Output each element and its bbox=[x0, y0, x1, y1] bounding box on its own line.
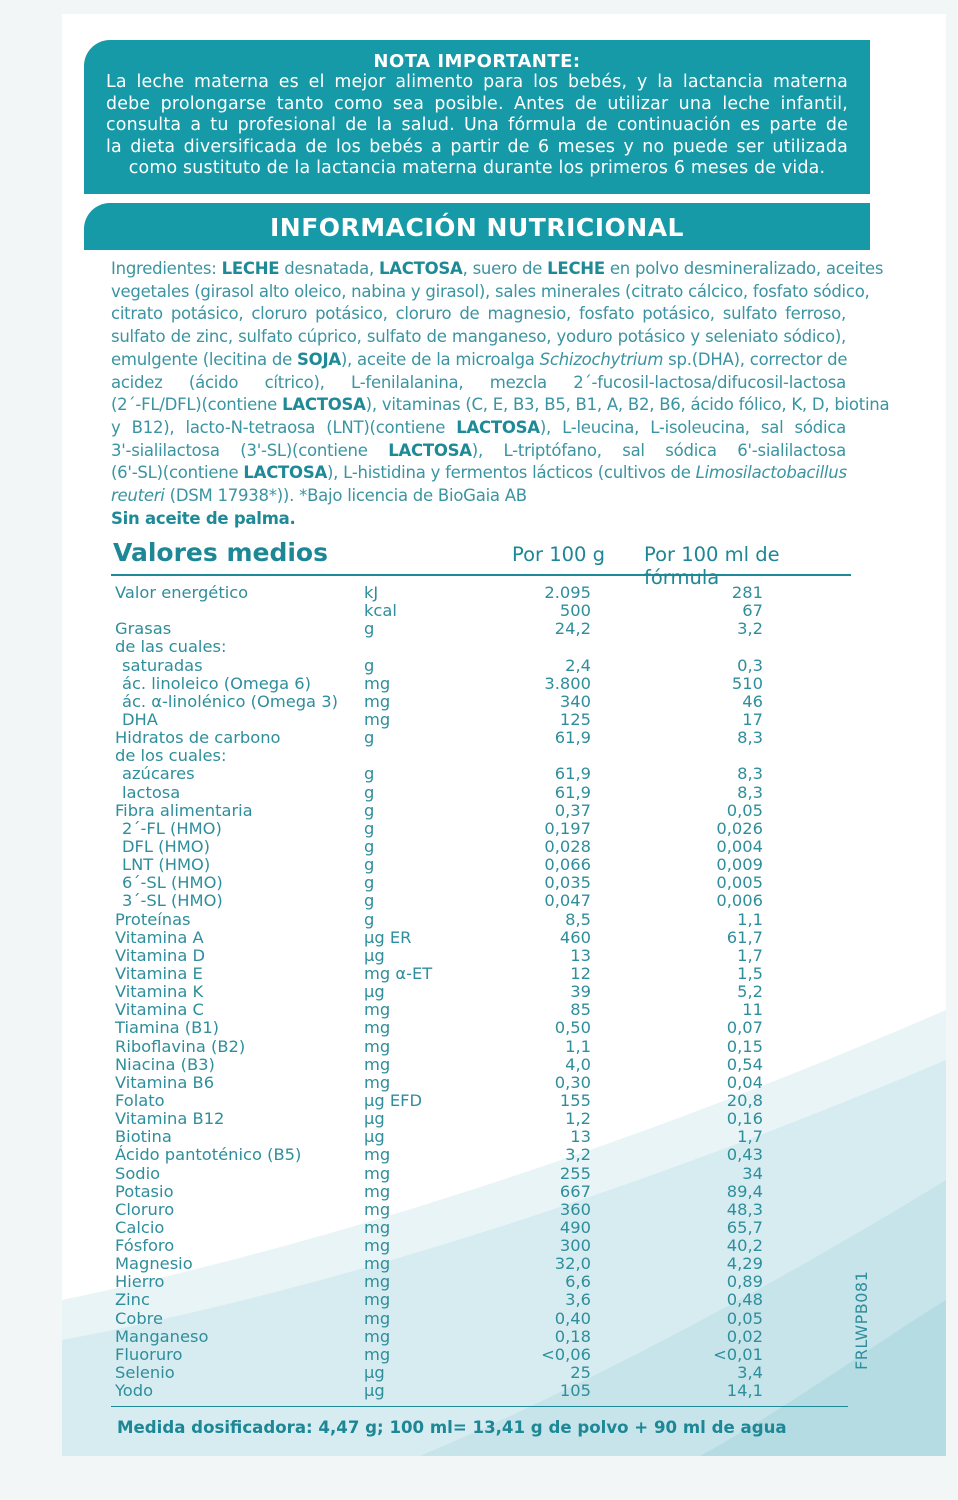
value-per-100g: 2.095 bbox=[544, 583, 591, 602]
nutrient-unit: mg bbox=[364, 1290, 391, 1310]
nutrient-name: Zinc bbox=[115, 1290, 150, 1310]
nutrient-name: Yodo bbox=[115, 1381, 154, 1401]
value-per-100ml: 1,1 bbox=[737, 909, 763, 929]
value-per-100g: 360 bbox=[559, 1199, 591, 1219]
table-row bbox=[115, 1219, 855, 1237]
table-row bbox=[115, 1382, 855, 1400]
nutrient-name: Selenio bbox=[115, 1363, 175, 1383]
value-per-100g: 8,5 bbox=[565, 909, 591, 929]
nutrient-unit: mg bbox=[364, 1308, 391, 1328]
nutrient-name: Vitamina A bbox=[115, 927, 204, 947]
value-per-100g: 61,9 bbox=[554, 728, 591, 748]
header-per-100g: Por 100 g bbox=[512, 543, 606, 566]
value-per-100ml: 4,29 bbox=[726, 1254, 763, 1274]
table-row bbox=[115, 675, 855, 693]
value-per-100g: 24,2 bbox=[554, 619, 591, 639]
nutrient-unit: g bbox=[364, 619, 375, 639]
nutrient-unit: g bbox=[364, 818, 375, 838]
value-per-100ml: 17 bbox=[742, 709, 763, 729]
nutrition-info-title: INFORMACIÓN NUTRICIONAL bbox=[84, 203, 870, 250]
nutrient-unit: g bbox=[364, 655, 375, 675]
value-per-100ml: 5,2 bbox=[737, 982, 763, 1002]
table-row bbox=[115, 784, 855, 802]
value-per-100g: 1,1 bbox=[565, 1036, 591, 1056]
nutrient-unit: mg bbox=[364, 1163, 391, 1183]
nutrient-unit: mg bbox=[364, 1199, 391, 1219]
value-per-100ml: 34 bbox=[742, 1163, 763, 1183]
ingredients-line: reuteri (DSM 17938*)). *Bajo licencia de BioGaia AB bbox=[111, 486, 527, 506]
table-row bbox=[115, 1146, 855, 1164]
table-row bbox=[115, 1273, 855, 1291]
value-per-100ml: 8,3 bbox=[737, 728, 763, 748]
nutrient-unit: mg bbox=[364, 1018, 391, 1038]
value-per-100ml: 0,006 bbox=[716, 891, 763, 911]
ingredients-text bbox=[111, 258, 890, 530]
nutrient-unit: µg bbox=[364, 1363, 385, 1383]
value-per-100g: 3,2 bbox=[565, 1145, 591, 1165]
nutrient-unit: g bbox=[364, 873, 375, 893]
table-row bbox=[115, 602, 855, 620]
nutrient-name: Proteínas bbox=[115, 909, 191, 929]
nutrient-unit: µg bbox=[364, 1127, 385, 1147]
nutrient-unit: mg α-ET bbox=[364, 963, 433, 983]
nutrient-name: Folato bbox=[115, 1090, 165, 1110]
value-per-100g: 300 bbox=[559, 1236, 591, 1256]
value-per-100g: 32,0 bbox=[554, 1254, 591, 1274]
ingredients-line: emulgente (lecitina de SOJA), aceite de la microalga Schizochytrium sp.(DHA), corrector de bbox=[111, 349, 848, 369]
value-per-100g: 0,028 bbox=[544, 836, 591, 856]
nutrient-unit: mg bbox=[364, 1217, 391, 1237]
value-per-100g: 61,9 bbox=[554, 764, 591, 784]
value-per-100ml: 1,7 bbox=[737, 945, 763, 965]
value-per-100g: 61,9 bbox=[554, 782, 591, 802]
value-per-100g: 0,066 bbox=[544, 855, 591, 875]
ingredients-line: acidez (ácido cítrico), L-fenilalanina, mezcla 2´-fucosil-lactosa/difucosil-lactosa bbox=[111, 372, 846, 392]
nutrient-unit: mg bbox=[364, 1326, 391, 1346]
nutrient-name: Vitamina E bbox=[115, 963, 203, 983]
value-per-100g: 2,4 bbox=[565, 655, 591, 675]
nutrient-name: ác. linoleico (Omega 6) bbox=[122, 673, 311, 693]
value-per-100ml: 510 bbox=[731, 673, 763, 693]
nutrient-name: lactosa bbox=[122, 782, 181, 802]
table-row bbox=[115, 638, 855, 656]
value-per-100ml: 40,2 bbox=[726, 1236, 763, 1256]
table-row bbox=[115, 1364, 855, 1382]
value-per-100g: 4,0 bbox=[565, 1054, 591, 1074]
table-row bbox=[115, 657, 855, 675]
value-per-100g: 3.800 bbox=[544, 673, 591, 693]
value-per-100ml: 0,05 bbox=[726, 1308, 763, 1328]
table-row bbox=[115, 1310, 855, 1328]
table-row bbox=[115, 838, 855, 856]
nutrient-name: saturadas bbox=[122, 655, 203, 675]
nutrient-name: Calcio bbox=[115, 1217, 165, 1237]
header-average-values: Valores medios bbox=[113, 538, 328, 567]
value-per-100ml: 1,5 bbox=[737, 963, 763, 983]
nutrient-unit: µg bbox=[364, 1109, 385, 1129]
value-per-100g: 0,50 bbox=[554, 1018, 591, 1038]
value-per-100g: 0,197 bbox=[544, 818, 591, 838]
table-row bbox=[115, 693, 855, 711]
table-row bbox=[115, 1038, 855, 1056]
nutrient-unit: g bbox=[364, 855, 375, 875]
value-per-100ml: <0,01 bbox=[713, 1344, 763, 1364]
table-row bbox=[115, 820, 855, 838]
nutrient-name: DFL (HMO) bbox=[122, 836, 210, 856]
nutrient-name: Hidratos de carbono bbox=[115, 728, 281, 748]
nutrient-unit: µg EFD bbox=[364, 1090, 423, 1110]
value-per-100ml: 61,7 bbox=[726, 927, 763, 947]
important-note-line: debe prolongarse tanto como sea posible. Antes de utilizar una leche infantil, bbox=[106, 93, 848, 114]
nutrient-name: de las cuales: bbox=[115, 637, 227, 657]
table-row bbox=[115, 856, 855, 874]
nutrient-unit: mg bbox=[364, 1272, 391, 1292]
nutrient-name: Cobre bbox=[115, 1308, 164, 1328]
table-row bbox=[115, 965, 855, 983]
nutrient-name: Fósforo bbox=[115, 1236, 175, 1256]
value-per-100g: 155 bbox=[559, 1090, 591, 1110]
nutrient-unit: mg bbox=[364, 1072, 391, 1092]
nutrient-name: Ácido pantoténico (B5) bbox=[115, 1145, 302, 1165]
important-note-banner bbox=[84, 40, 870, 194]
value-per-100g: 460 bbox=[559, 927, 591, 947]
value-per-100g: 125 bbox=[559, 709, 591, 729]
nutrient-unit: mg bbox=[364, 1236, 391, 1256]
dosage-note: Medida dosificadora: 4,47 g; 100 ml= 13,41 g de polvo + 90 ml de agua bbox=[117, 1418, 787, 1437]
table-row bbox=[115, 1201, 855, 1219]
ingredients-line: citrato potásico, cloruro potásico, cloruro de magnesio, fosfato potásico, sulfato ferroso, bbox=[111, 304, 846, 324]
value-per-100ml: 65,7 bbox=[726, 1217, 763, 1237]
value-per-100ml: 8,3 bbox=[737, 782, 763, 802]
nutrient-name: Vitamina K bbox=[115, 982, 204, 1002]
value-per-100g: <0,06 bbox=[541, 1344, 591, 1364]
nutrient-name: 2´-FL (HMO) bbox=[122, 818, 222, 838]
value-per-100ml: 0,48 bbox=[726, 1290, 763, 1310]
table-row bbox=[115, 802, 855, 820]
value-per-100g: 25 bbox=[570, 1363, 591, 1383]
no-palm-oil-note: Sin aceite de palma. bbox=[111, 508, 296, 528]
value-per-100ml: 46 bbox=[742, 691, 763, 711]
value-per-100g: 12 bbox=[570, 963, 591, 983]
value-per-100ml: 0,04 bbox=[726, 1072, 763, 1092]
value-per-100g: 0,37 bbox=[554, 800, 591, 820]
ingredients-line: Ingredientes: LECHE desnatada, LACTOSA, suero de LECHE en polvo desmineralizado, aceites bbox=[111, 259, 884, 278]
nutrient-name: Vitamina B6 bbox=[115, 1072, 215, 1092]
value-per-100g: 0,30 bbox=[554, 1072, 591, 1092]
table-row bbox=[115, 911, 855, 929]
nutrient-unit: g bbox=[364, 782, 375, 802]
value-per-100g: 0,40 bbox=[554, 1308, 591, 1328]
value-per-100g: 0,047 bbox=[544, 891, 591, 911]
value-per-100g: 490 bbox=[559, 1217, 591, 1237]
nutrient-name: azúcares bbox=[122, 764, 195, 784]
nutrient-unit: g bbox=[364, 836, 375, 856]
nutrient-name: 6´-SL (HMO) bbox=[122, 873, 223, 893]
value-per-100g: 0,18 bbox=[554, 1326, 591, 1346]
nutrient-name: LNT (HMO) bbox=[122, 855, 211, 875]
nutrient-unit: mg bbox=[364, 1036, 391, 1056]
value-per-100ml: 0,15 bbox=[726, 1036, 763, 1056]
table-row bbox=[115, 711, 855, 729]
nutrient-name: ác. α-linolénico (Omega 3) bbox=[122, 691, 338, 711]
table-row bbox=[115, 729, 855, 747]
nutrient-name: Vitamina C bbox=[115, 1000, 204, 1020]
nutrient-unit: mg bbox=[364, 1054, 391, 1074]
value-per-100g: 13 bbox=[570, 945, 591, 965]
nutrient-unit: µg ER bbox=[364, 927, 412, 947]
table-row bbox=[115, 1237, 855, 1255]
table-row bbox=[115, 1183, 855, 1201]
table-row bbox=[115, 620, 855, 638]
nutrient-name: Riboflavina (B2) bbox=[115, 1036, 246, 1056]
value-per-100ml: 14,1 bbox=[726, 1381, 763, 1401]
nutrient-unit: µg bbox=[364, 945, 385, 965]
value-per-100g: 39 bbox=[570, 982, 591, 1002]
table-row bbox=[115, 1110, 855, 1128]
value-per-100g: 667 bbox=[559, 1181, 591, 1201]
table-row bbox=[115, 1165, 855, 1183]
important-note-line: la dieta diversificada de los bebés a partir de 6 meses y no puede ser utilizada bbox=[106, 136, 848, 157]
nutrient-unit: mg bbox=[364, 1254, 391, 1274]
ingredients-line: (6'-SL)(contiene LACTOSA), L-histidina y fermentos lácticos (cultivos de Limosilactobacillus bbox=[111, 463, 847, 483]
table-row bbox=[115, 874, 855, 892]
nutrient-name: Valor energético bbox=[115, 583, 249, 602]
table-row bbox=[115, 1255, 855, 1273]
value-per-100ml: 0,89 bbox=[726, 1272, 763, 1292]
nutrient-name: Manganeso bbox=[115, 1326, 209, 1346]
table-row bbox=[115, 1019, 855, 1037]
nutrient-unit: mg bbox=[364, 691, 391, 711]
nutrition-table-header bbox=[111, 538, 851, 589]
value-per-100ml: 0,004 bbox=[716, 836, 763, 856]
nutrient-name: 3´-SL (HMO) bbox=[122, 891, 223, 911]
nutrient-unit: g bbox=[364, 764, 375, 784]
table-row bbox=[115, 1128, 855, 1146]
nutrient-name: Vitamina D bbox=[115, 945, 206, 965]
table-row bbox=[115, 929, 855, 947]
nutrient-unit: mg bbox=[364, 1344, 391, 1364]
nutrient-unit: g bbox=[364, 728, 375, 748]
nutrient-name: Tiamina (B1) bbox=[115, 1018, 220, 1038]
nutrition-table-body bbox=[115, 584, 855, 1400]
table-row bbox=[115, 584, 855, 602]
nutrient-unit: kJ bbox=[364, 583, 379, 602]
nutrient-name: Niacina (B3) bbox=[115, 1054, 215, 1074]
value-per-100ml: 3,4 bbox=[737, 1363, 763, 1383]
nutrient-name: de los cuales: bbox=[115, 746, 227, 766]
value-per-100g: 85 bbox=[570, 1000, 591, 1020]
nutrient-unit: mg bbox=[364, 1000, 391, 1020]
nutrient-unit: g bbox=[364, 891, 375, 911]
table-row bbox=[115, 1291, 855, 1309]
nutrient-name: Sodio bbox=[115, 1163, 161, 1183]
nutrient-name: Magnesio bbox=[115, 1254, 193, 1274]
table-row bbox=[115, 983, 855, 1001]
ingredients-line: 3'-sialilactosa (3'-SL)(contiene LACTOSA), L-triptófano, sal sódica 6'-sialilactosa bbox=[111, 440, 846, 460]
important-note-title: NOTA IMPORTANTE: bbox=[373, 51, 581, 72]
nutrient-name: Potasio bbox=[115, 1181, 174, 1201]
table-row bbox=[115, 892, 855, 910]
important-note-line: consulta a tu profesional de la salud. Una fórmula de continuación es parte de bbox=[106, 115, 848, 136]
nutrient-unit: kcal bbox=[364, 601, 397, 621]
value-per-100ml: 0,005 bbox=[716, 873, 763, 893]
table-bottom-rule bbox=[111, 1406, 848, 1407]
nutrient-name: Hierro bbox=[115, 1272, 165, 1292]
value-per-100ml: 67 bbox=[742, 601, 763, 621]
table-row bbox=[115, 747, 855, 765]
value-per-100ml: 0,54 bbox=[726, 1054, 763, 1074]
nutrient-unit: mg bbox=[364, 673, 391, 693]
value-per-100g: 1,2 bbox=[565, 1109, 591, 1129]
nutrient-name: Biotina bbox=[115, 1127, 172, 1147]
value-per-100g: 0,035 bbox=[544, 873, 591, 893]
nutrient-name: Fluoruro bbox=[115, 1344, 183, 1364]
nutrient-unit: µg bbox=[364, 1381, 385, 1401]
value-per-100ml: 0,009 bbox=[716, 855, 763, 875]
value-per-100ml: 11 bbox=[742, 1000, 763, 1020]
table-row bbox=[115, 947, 855, 965]
nutrient-name: Fibra alimentaria bbox=[115, 800, 253, 820]
value-per-100ml: 0,02 bbox=[726, 1326, 763, 1346]
value-per-100g: 500 bbox=[559, 601, 591, 621]
nutrient-name: Cloruro bbox=[115, 1199, 175, 1219]
important-note-line: La leche materna es el mejor alimento para los bebés, y la lactancia materna bbox=[106, 72, 848, 92]
value-per-100ml: 8,3 bbox=[737, 764, 763, 784]
ingredients-line: (2´-FL/DFL)(contiene LACTOSA), vitaminas (C, E, B3, B5, B1, A, B2, B6, ácido fólico, K, D, biotina bbox=[111, 395, 890, 415]
table-row bbox=[115, 1328, 855, 1346]
table-row bbox=[115, 1056, 855, 1074]
value-per-100ml: 48,3 bbox=[726, 1199, 763, 1219]
important-note-line: como sustituto de la lactancia materna durante los primeros 6 meses de vida. bbox=[128, 158, 826, 179]
table-row bbox=[115, 1346, 855, 1364]
nutrient-unit: mg bbox=[364, 1181, 391, 1201]
value-per-100g: 105 bbox=[559, 1381, 591, 1401]
value-per-100ml: 89,4 bbox=[726, 1181, 763, 1201]
nutrient-unit: mg bbox=[364, 1145, 391, 1165]
nutrient-unit: g bbox=[364, 800, 375, 820]
product-code: FRLWPB081 bbox=[852, 1270, 871, 1370]
nutrient-unit: g bbox=[364, 909, 375, 929]
table-row bbox=[115, 765, 855, 783]
table-row bbox=[115, 1001, 855, 1019]
nutrient-unit: µg bbox=[364, 982, 385, 1002]
table-row bbox=[115, 1074, 855, 1092]
nutrient-unit: mg bbox=[364, 709, 391, 729]
value-per-100ml: 0,3 bbox=[737, 655, 763, 675]
value-per-100g: 6,6 bbox=[565, 1272, 591, 1292]
value-per-100ml: 20,8 bbox=[726, 1090, 763, 1110]
value-per-100ml: 0,026 bbox=[716, 818, 763, 838]
value-per-100g: 340 bbox=[559, 691, 591, 711]
ingredients-line: sulfato de zinc, sulfato cúprico, sulfato de manganeso, yoduro potásico y seleniato sódico), bbox=[111, 327, 846, 347]
nutrient-name: DHA bbox=[122, 709, 158, 729]
table-row bbox=[115, 1092, 855, 1110]
header-per-100ml: Por 100 ml de fórmula bbox=[644, 543, 780, 589]
value-per-100ml: 0,43 bbox=[726, 1145, 763, 1165]
value-per-100ml: 3,2 bbox=[737, 619, 763, 639]
value-per-100ml: 281 bbox=[731, 583, 763, 602]
nutrient-name: Vitamina B12 bbox=[115, 1109, 225, 1129]
value-per-100ml: 0,16 bbox=[726, 1109, 763, 1129]
ingredients-line: y B12), lacto-N-tetraosa (LNT)(contiene LACTOSA), L-leucina, L-isoleucina, sal sódica bbox=[111, 417, 846, 437]
ingredients-line: vegetales (girasol alto oleico, nabina y girasol), sales minerales (citrato cálcico, fosfato sódico, bbox=[111, 281, 870, 301]
nutrient-name: Grasas bbox=[115, 619, 172, 639]
value-per-100ml: 0,07 bbox=[726, 1018, 763, 1038]
value-per-100ml: 0,05 bbox=[726, 800, 763, 820]
value-per-100g: 13 bbox=[570, 1127, 591, 1147]
value-per-100ml: 1,7 bbox=[737, 1127, 763, 1147]
value-per-100g: 3,6 bbox=[565, 1290, 591, 1310]
value-per-100g: 255 bbox=[559, 1163, 591, 1183]
